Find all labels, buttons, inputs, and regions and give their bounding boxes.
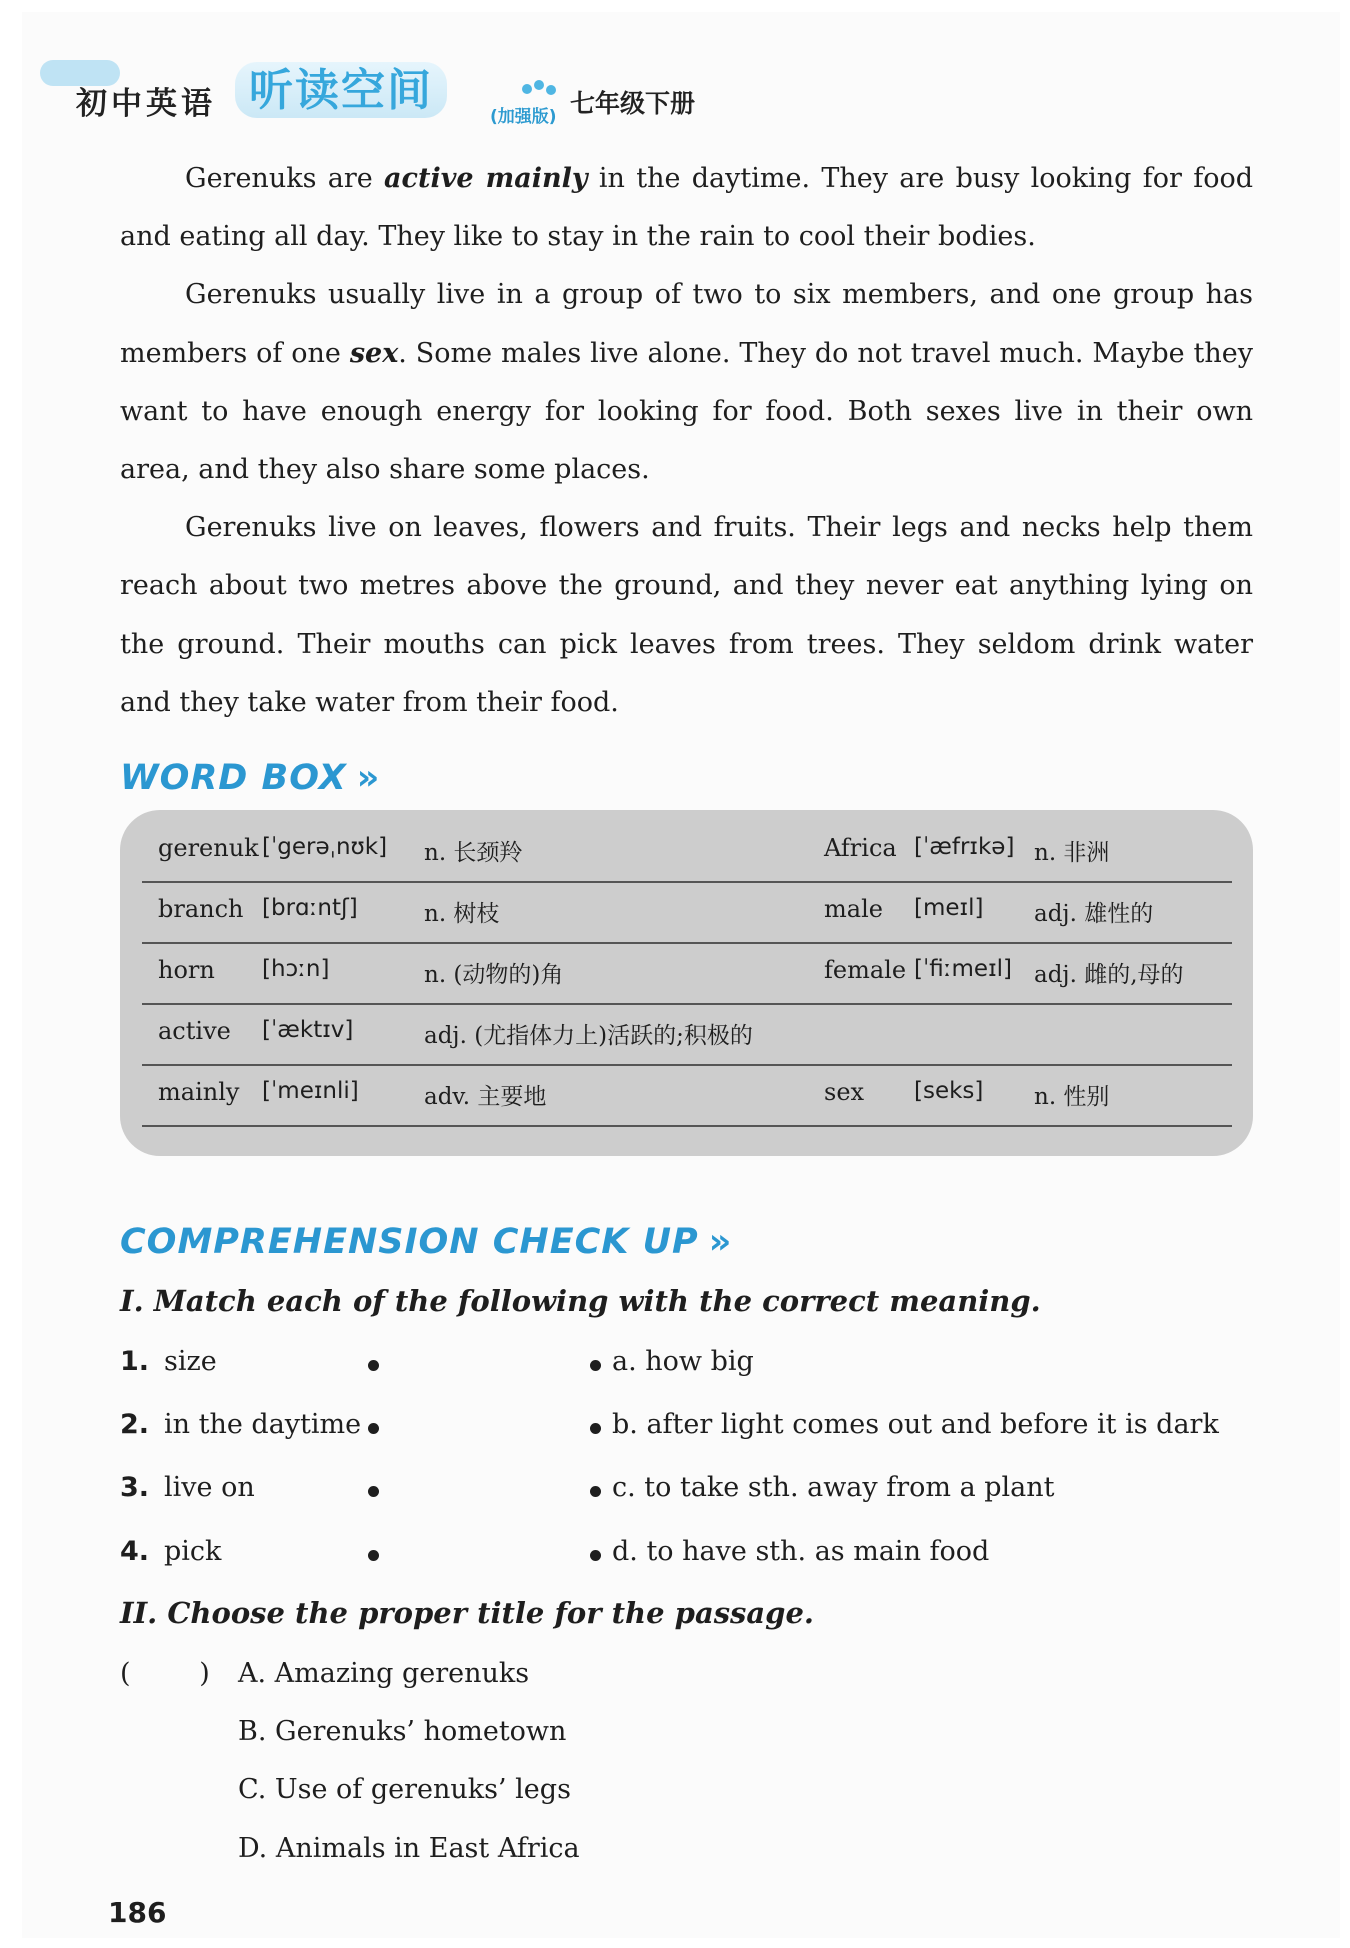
series-title: 初中英语 xyxy=(76,86,216,122)
vocab-meaning: n. 非洲 xyxy=(1034,840,1110,866)
match-dot-right[interactable] xyxy=(590,1423,601,1434)
vocab-meaning: n. (动物的)角 xyxy=(424,962,564,988)
match-term: in the daytime xyxy=(164,1409,362,1440)
double-chevron-icon: » xyxy=(708,1222,733,1262)
match-definition: d. to have sth. as main food xyxy=(612,1536,990,1567)
match-dot-left[interactable] xyxy=(368,1486,379,1497)
match-dot-right[interactable] xyxy=(590,1550,601,1561)
answer-bracket[interactable]: ( ) xyxy=(120,1658,210,1689)
match-term: live on xyxy=(164,1472,255,1503)
vocab-meaning: n. 树枝 xyxy=(424,901,500,927)
vocab-meaning: adj. 雄性的 xyxy=(1034,901,1154,927)
option-c: C. Use of gerenuks’ legs xyxy=(238,1774,571,1805)
vocab-phonetic: [meɪl] xyxy=(914,895,984,921)
vocab-meaning: n. 性别 xyxy=(1034,1084,1110,1110)
vocab-row xyxy=(142,1003,1232,1066)
comprehension-title: COMPREHENSION CHECK UP » xyxy=(120,1222,733,1262)
vocab-row xyxy=(142,942,1232,1005)
vocab-word: sex xyxy=(824,1078,865,1106)
vocab-phonetic: [ˈmeɪnli] xyxy=(262,1078,359,1104)
edition-label: (加强版) xyxy=(490,107,557,127)
grade-label: 七年级下册 xyxy=(570,89,696,118)
double-chevron-icon: » xyxy=(356,758,381,798)
match-number: 3. xyxy=(120,1472,150,1503)
match-definition: a. how big xyxy=(612,1346,754,1377)
question-2-heading: II. Choose the proper title for the passage. xyxy=(120,1596,815,1630)
question-1-heading: I. Match each of the following with the correct meaning. xyxy=(120,1284,1041,1318)
vocab-meaning: adv. 主要地 xyxy=(424,1084,547,1110)
vocab-word: gerenuk xyxy=(158,834,259,862)
match-term: size xyxy=(164,1346,217,1377)
match-row xyxy=(120,1536,1220,1586)
option-d: D. Animals in East Africa xyxy=(238,1833,580,1864)
match-dot-right[interactable] xyxy=(590,1360,601,1371)
vocab-word: branch xyxy=(158,895,244,923)
match-term: pick xyxy=(164,1536,222,1567)
reading-passage xyxy=(120,150,1253,732)
vocab-phonetic: [ˈfiːmeɪl] xyxy=(914,956,1012,982)
vocab-row xyxy=(142,881,1232,944)
match-dot-left[interactable] xyxy=(368,1550,379,1561)
match-row xyxy=(120,1346,1220,1396)
vocab-phonetic: [brɑːntʃ] xyxy=(262,895,358,921)
match-number: 2. xyxy=(120,1409,150,1440)
match-number: 1. xyxy=(120,1346,150,1377)
dots-decoration xyxy=(522,80,558,96)
option-b: B. Gerenuks’ hometown xyxy=(238,1716,567,1747)
vocab-meaning: adj. 雌的,母的 xyxy=(1034,962,1184,988)
vocab-meaning: n. 长颈羚 xyxy=(424,840,523,866)
highlight-sex: sex xyxy=(349,337,399,369)
page-number: 186 xyxy=(108,1896,167,1929)
vocab-word: active xyxy=(158,1017,231,1045)
match-dot-left[interactable] xyxy=(368,1360,379,1371)
word-box xyxy=(120,810,1253,1156)
match-row xyxy=(120,1472,1220,1522)
paragraph-1: Gerenuks are active mainly in the daytime. They are busy looking for food and eating all day. They like to stay in the rain to cool their bodies. xyxy=(120,163,1254,253)
word-box-title: WORD BOX » xyxy=(120,758,381,798)
vocab-word: Africa xyxy=(824,834,897,862)
series-logo: 听读空间 xyxy=(235,62,447,118)
match-dot-left[interactable] xyxy=(368,1423,379,1434)
book-header xyxy=(70,60,770,130)
match-row xyxy=(120,1409,1220,1459)
option-a: A. Amazing gerenuks xyxy=(238,1658,530,1689)
match-definition: c. to take sth. away from a plant xyxy=(612,1472,1055,1503)
vocab-row xyxy=(142,820,1232,883)
vocab-phonetic: [seks] xyxy=(914,1078,984,1104)
vocab-word: male xyxy=(824,895,883,923)
vocab-phonetic: [hɔːn] xyxy=(262,956,330,982)
highlight-active-mainly: active mainly xyxy=(384,163,588,194)
paragraph-3: Gerenuks live on leaves, flowers and fruits. Their legs and necks help them reach about two metres above the ground, and they never eat anything lying on the ground. Their mouths can pick leaves from trees. They seldom drink water and they take water from their food. xyxy=(120,512,1253,718)
paragraph-2: Gerenuks usually live in a group of two to six members, and one group has members of one sex. Some males live alone. They do not travel much. Maybe they want to have enough energy for looking for food. Both sexes live in their own area, and they also share some places. xyxy=(120,279,1254,486)
vocab-word: mainly xyxy=(158,1078,240,1106)
vocab-word: female xyxy=(824,956,907,984)
vocab-phonetic: [ˈæfrɪkə] xyxy=(914,834,1015,860)
vocab-word: horn xyxy=(158,956,215,984)
vocab-row xyxy=(142,1064,1232,1127)
match-dot-right[interactable] xyxy=(590,1486,601,1497)
match-number: 4. xyxy=(120,1536,150,1567)
vocab-phonetic: [ˈgerəˌnʊk] xyxy=(262,834,388,860)
vocab-phonetic: [ˈæktɪv] xyxy=(262,1017,354,1043)
vocab-meaning: adj. (尤指体力上)活跃的;积极的 xyxy=(424,1023,753,1049)
match-definition: b. after light comes out and before it is dark xyxy=(612,1409,1219,1440)
